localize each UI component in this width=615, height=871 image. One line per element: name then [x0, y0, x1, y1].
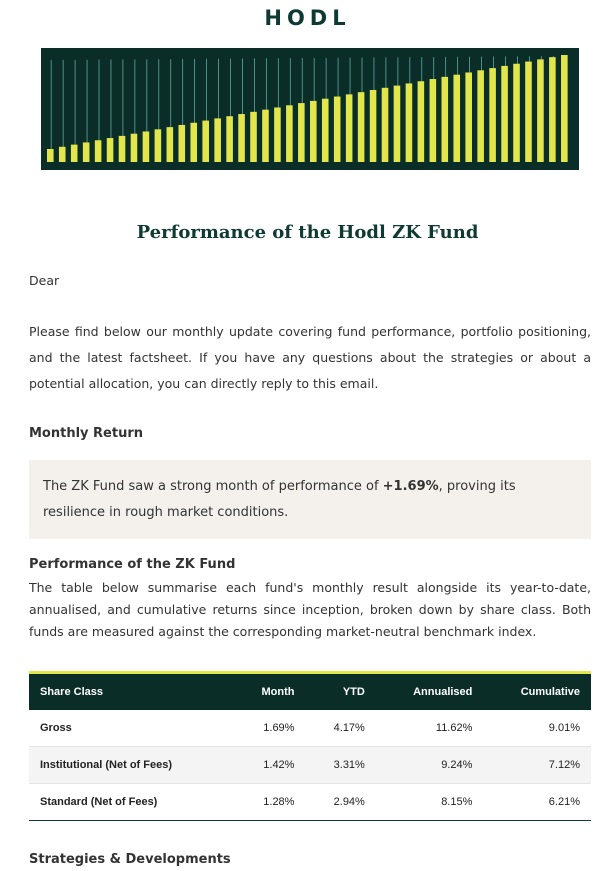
monthly-return-text: [29, 460, 591, 526]
table-header-row: [29, 674, 591, 710]
header-month: Month: [261, 686, 295, 698]
ytd-cell: 3.31%: [305, 747, 375, 784]
ytd-cell: 2.94%: [305, 784, 375, 821]
banner-bar: [131, 134, 138, 162]
banner-bar: [238, 114, 245, 162]
header-cumulative: Cumulative: [520, 686, 580, 698]
banner-bar: [477, 70, 484, 162]
share-class-cell: Standard (Net of Fees): [29, 784, 233, 821]
banner-bar: [190, 123, 197, 162]
performance-heading: Performance of the ZK Fund: [29, 557, 236, 572]
banner-bar: [453, 75, 460, 162]
banner-bar: [525, 62, 532, 162]
banner-bar: [310, 101, 317, 162]
banner-bar: [465, 72, 472, 162]
banner-bar: [226, 116, 233, 162]
banner-bar: [394, 86, 401, 162]
banner-bar: [334, 97, 341, 162]
banner-bar: [59, 147, 66, 162]
greeting: Dear: [29, 273, 60, 288]
banner-bar: [95, 140, 102, 162]
banner-bar: [167, 127, 174, 162]
callout-text-start: The ZK Fund saw a strong month of performance of: [43, 479, 383, 494]
ytd-cell: 4.17%: [333, 722, 365, 734]
annualised-cell: 9.24%: [376, 747, 484, 784]
banner-bar: [549, 57, 556, 162]
banner-bar: [406, 83, 413, 162]
cumulative-cell: 6.21%: [483, 784, 591, 821]
month-cell: 1.42%: [233, 747, 306, 784]
banner-bar: [382, 88, 389, 162]
performance-description: The table below summarise each fund's monthly result alongside its year-to-date, annualised, and cumulative returns since inception, broken down by share class. Both funds are measured against the corresponding market-neutral benchmark index.: [29, 580, 591, 639]
banner-bar: [537, 59, 544, 162]
monthly-return-heading: Monthly Return: [29, 426, 144, 441]
banner-bar: [418, 81, 425, 162]
annualised-cell: 11.62%: [435, 722, 473, 734]
banner-bar: [250, 112, 257, 162]
header-annualised: Annualised: [413, 686, 473, 698]
banner-bar: [202, 121, 209, 162]
table-row: [29, 747, 591, 784]
banner-bar: [214, 118, 221, 162]
cumulative-cell: 9.01%: [548, 722, 580, 734]
banner-bar: [262, 110, 269, 162]
share-class-cell: Institutional (Net of Fees): [29, 747, 233, 784]
share-class-cell: Gross: [40, 722, 72, 734]
header-share-class: Share Class: [40, 686, 103, 698]
banner-bar: [143, 132, 150, 162]
table-row: [29, 784, 591, 821]
performance-table: [29, 671, 591, 821]
intro-paragraph: Please find below our monthly update covering fund performance, portfolio positioning, and the latest factsheet. If you have any questions about the strategies or about a potential allocation, you can directly reply to this email.: [29, 324, 591, 391]
cumulative-cell: 7.12%: [483, 747, 591, 784]
page-title: Performance of the Hodl ZK Fund: [136, 222, 479, 243]
banner-bar: [322, 99, 329, 162]
annualised-cell: 8.15%: [376, 784, 484, 821]
month-cell: 1.28%: [233, 784, 306, 821]
banner-bar: [47, 149, 54, 162]
table-row: [29, 710, 591, 747]
month-cell: 1.69%: [263, 722, 295, 734]
banner-bar: [298, 103, 305, 162]
banner-bar: [346, 94, 353, 162]
strategies-heading: Strategies & Developments: [29, 852, 231, 867]
banner-bar: [179, 125, 186, 162]
banner-bar: [489, 68, 496, 162]
banner-bar: [107, 138, 114, 162]
callout-text-end: , proving its resilience in rough market conditions.: [43, 479, 516, 520]
monthly-return-value: +1.69%: [382, 479, 439, 494]
banner-bar: [71, 145, 78, 162]
banner-bar: [561, 55, 568, 162]
banner-bar: [430, 79, 437, 162]
banner-bar: [501, 66, 508, 162]
banner-bar: [358, 92, 365, 162]
banner-bar: [286, 105, 293, 162]
banner-bar: [83, 142, 90, 162]
banner-bar: [513, 64, 520, 162]
banner-bar: [119, 136, 126, 162]
banner-bar: [155, 129, 162, 162]
header-banner: [41, 48, 579, 170]
header-ytd: YTD: [342, 686, 365, 698]
banner-bar: [442, 77, 449, 162]
monthly-return-callout: [29, 460, 591, 539]
banner-bar: [370, 90, 377, 162]
rising-bars-illustration: [41, 48, 579, 170]
hodl-logo: HODL: [264, 6, 351, 30]
banner-bar: [274, 107, 281, 162]
